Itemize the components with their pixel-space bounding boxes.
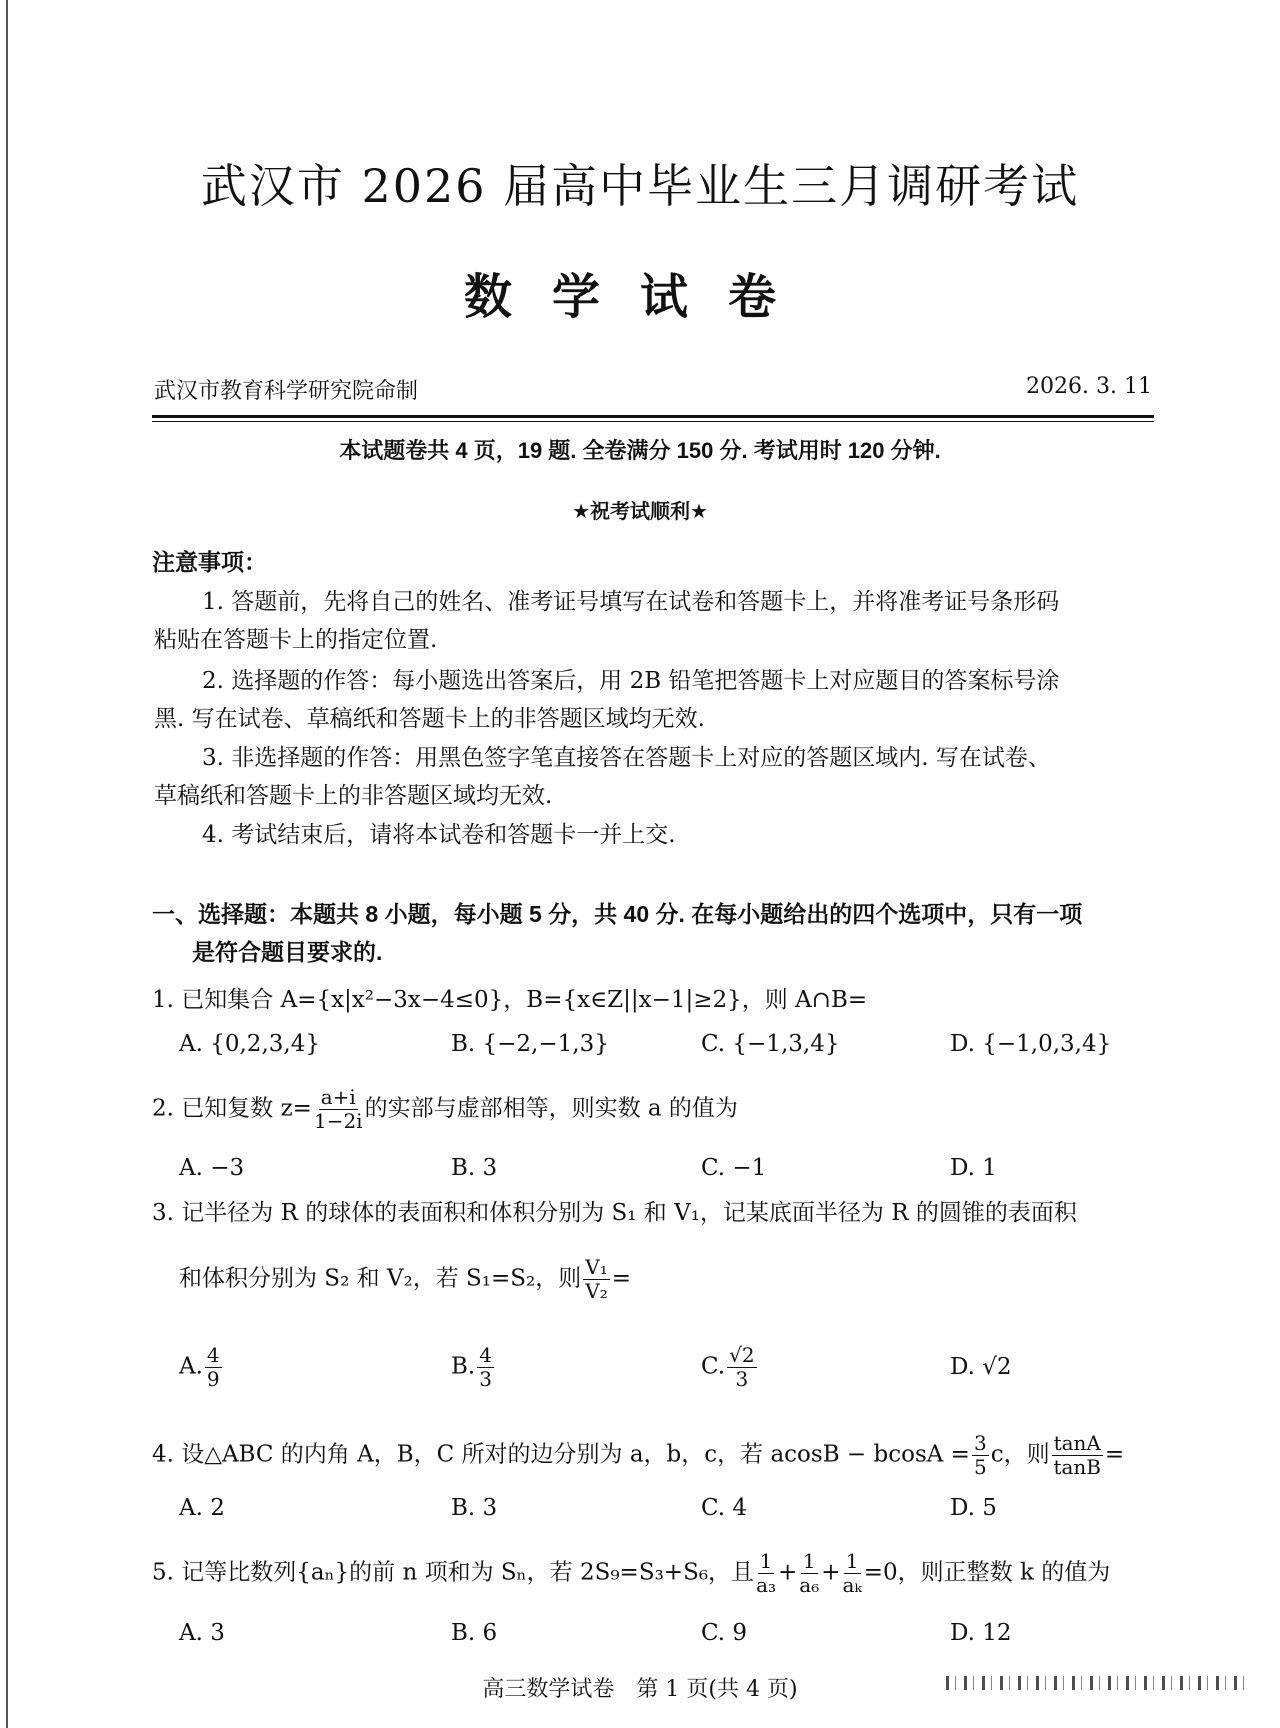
- good-luck: ★祝考试顺利★: [572, 499, 708, 523]
- numerator: √2: [729, 1343, 755, 1367]
- numerator: 4: [206, 1343, 220, 1367]
- stem-text: =0，则正整数 k 的值为: [863, 1559, 1111, 1586]
- numerator: 3: [973, 1431, 987, 1455]
- option-label: A.: [179, 1353, 203, 1380]
- option-label: D.: [950, 1354, 975, 1380]
- option: C. 9: [701, 1620, 748, 1646]
- option: A. 2: [179, 1495, 225, 1521]
- numerator: 1: [759, 1549, 773, 1573]
- notes-heading: 注意事项：: [152, 549, 267, 575]
- note-line: 3. 非选择题的作答：用黑色签字笔直接答在答题卡上对应的答题区域内. 写在试卷、: [202, 745, 1051, 771]
- denominator: V₂: [585, 1279, 608, 1303]
- section-heading-cont: 是符合题目要求的.: [192, 939, 383, 965]
- numerator: 1: [802, 1549, 816, 1573]
- question-4: [152, 1432, 1124, 1479]
- stem-text: 和体积分别为 S₂ 和 V₂，若 S₁=S₂，则: [179, 1265, 582, 1292]
- question-2: [152, 1086, 738, 1133]
- option: B. {−2,−1,3}: [451, 1031, 609, 1057]
- fraction: [843, 1550, 862, 1597]
- scan-barcode-mark: [946, 1676, 1246, 1690]
- fraction: [314, 1086, 363, 1133]
- fraction: [583, 1256, 609, 1303]
- option: [701, 1344, 759, 1391]
- option: [950, 1356, 1012, 1379]
- numerator: tanA: [1053, 1431, 1101, 1455]
- exam-info: 本试题卷共 4 页，19 题. 全卷满分 150 分. 考试用时 120 分钟.: [339, 438, 941, 463]
- fraction: [477, 1344, 494, 1391]
- stem-text: =: [1104, 1441, 1125, 1468]
- stem-text: =: [611, 1265, 632, 1292]
- note-line: 黑. 写在试卷、草稿纸和答题卡上的非答题区域均无效.: [154, 706, 705, 732]
- page-footer: 高三数学试卷 第 1 页(共 4 页): [482, 1677, 798, 1702]
- option: D. 1: [950, 1155, 997, 1181]
- issuer: 武汉市教育科学研究院命制: [154, 379, 419, 404]
- note-line: 2. 选择题的作答：每小题选出答案后，用 2B 铅笔把答题卡上对应题目的答案标号涂: [202, 668, 1060, 694]
- option: A. {0,2,3,4}: [179, 1031, 320, 1057]
- option: D. {−1,0,3,4}: [950, 1031, 1112, 1057]
- note-line: 粘贴在答题卡上的指定位置.: [154, 627, 438, 653]
- fraction: [205, 1344, 222, 1391]
- stem-text: c，则: [990, 1441, 1050, 1468]
- numerator: 1: [845, 1549, 859, 1573]
- denominator: tanB: [1053, 1455, 1101, 1479]
- option: [179, 1344, 224, 1391]
- option: C. −1: [701, 1155, 767, 1181]
- section-heading: 一、选择题：本题共 8 小题，每小题 5 分，共 40 分. 在每小题给出的四个选项中，只有一项: [152, 901, 1083, 927]
- stem-text: 2. 已知复数 z=: [152, 1095, 312, 1122]
- numerator: V₁: [585, 1255, 608, 1279]
- denominator: 5: [973, 1455, 987, 1479]
- denominator: 3: [735, 1367, 749, 1391]
- fraction: [756, 1550, 776, 1597]
- option: [451, 1344, 496, 1391]
- question-5: 5. 记等比数列{aₙ}的前 n 项和为 Sₙ，若 2S₉=S₃+S₆，且 $\frac{1}{\text{a₃}}$ + $\frac{1}{\text{a₆}}$ + $\frac{1}{\text{aₖ}}$ =0，则正整数 k 的值为: [152, 1549, 1111, 1597]
- exam-title: 武汉市 2026 届高中毕业生三月调研考试: [200, 159, 1080, 213]
- stem-text: 的实部与虚部相等，则实数 a 的值为: [364, 1095, 738, 1122]
- option: C. {−1,3,4}: [701, 1031, 840, 1057]
- denominator: a₆: [799, 1573, 820, 1597]
- fraction: [799, 1550, 819, 1597]
- option: D. 5: [950, 1495, 997, 1521]
- question-3: 3. 记半径为 R 的球体的表面积和体积分别为 S₁ 和 V₁，记某底面半径为 R 的圆锥的表面积: [152, 1200, 1077, 1226]
- stem-text: 4. 设△ABC 的内角 A，B，C 所对的边分别为 a，b，c，若 acosB − bcosA =: [152, 1441, 970, 1468]
- note-line: 1. 答题前，先将自己的姓名、准考证号填写在试卷和答题卡上，并将准考证号条形码: [202, 589, 1060, 615]
- stem-text: 5. 记等比数列{aₙ}的前 n 项和为 Sₙ，若 2S₉=S₃+S₆，且: [152, 1559, 755, 1586]
- divider: [152, 421, 1154, 422]
- fraction: [1052, 1432, 1103, 1479]
- option: A. 3: [179, 1620, 225, 1646]
- option-value: √2: [982, 1354, 1012, 1380]
- denominator: aₖ: [842, 1573, 862, 1597]
- option: D. 12: [950, 1620, 1012, 1646]
- option: C. 4: [701, 1495, 748, 1521]
- divider: [152, 415, 1154, 418]
- option: B. 3: [451, 1495, 498, 1521]
- fraction: [727, 1344, 756, 1391]
- exam-subtitle: 数学试卷: [463, 269, 816, 325]
- note-line: 4. 考试结束后，请将本试卷和答题卡一并上交.: [202, 822, 676, 848]
- option: B. 3: [451, 1155, 498, 1181]
- denominator: a₃: [756, 1573, 777, 1597]
- note-line: 草稿纸和答题卡上的非答题区域均无效.: [154, 783, 553, 809]
- option: B. 6: [451, 1620, 498, 1646]
- numerator: a+i: [320, 1085, 356, 1109]
- fraction: [972, 1432, 989, 1479]
- denominator: 9: [206, 1367, 220, 1391]
- option: A. −3: [179, 1155, 245, 1181]
- denominator: 1−2i: [313, 1109, 363, 1133]
- denominator: 3: [479, 1367, 492, 1391]
- option-label: C.: [701, 1353, 726, 1380]
- numerator: 4: [479, 1343, 492, 1367]
- question-1: 1. 已知集合 A={x|x²−3x−4≤0}，B={x∈Z||x−1|≥2}，则 A∩B=: [152, 987, 868, 1013]
- exam-date: 2026. 3. 11: [1026, 374, 1152, 399]
- option-label: B.: [451, 1353, 476, 1380]
- question-3-cont: [179, 1256, 631, 1303]
